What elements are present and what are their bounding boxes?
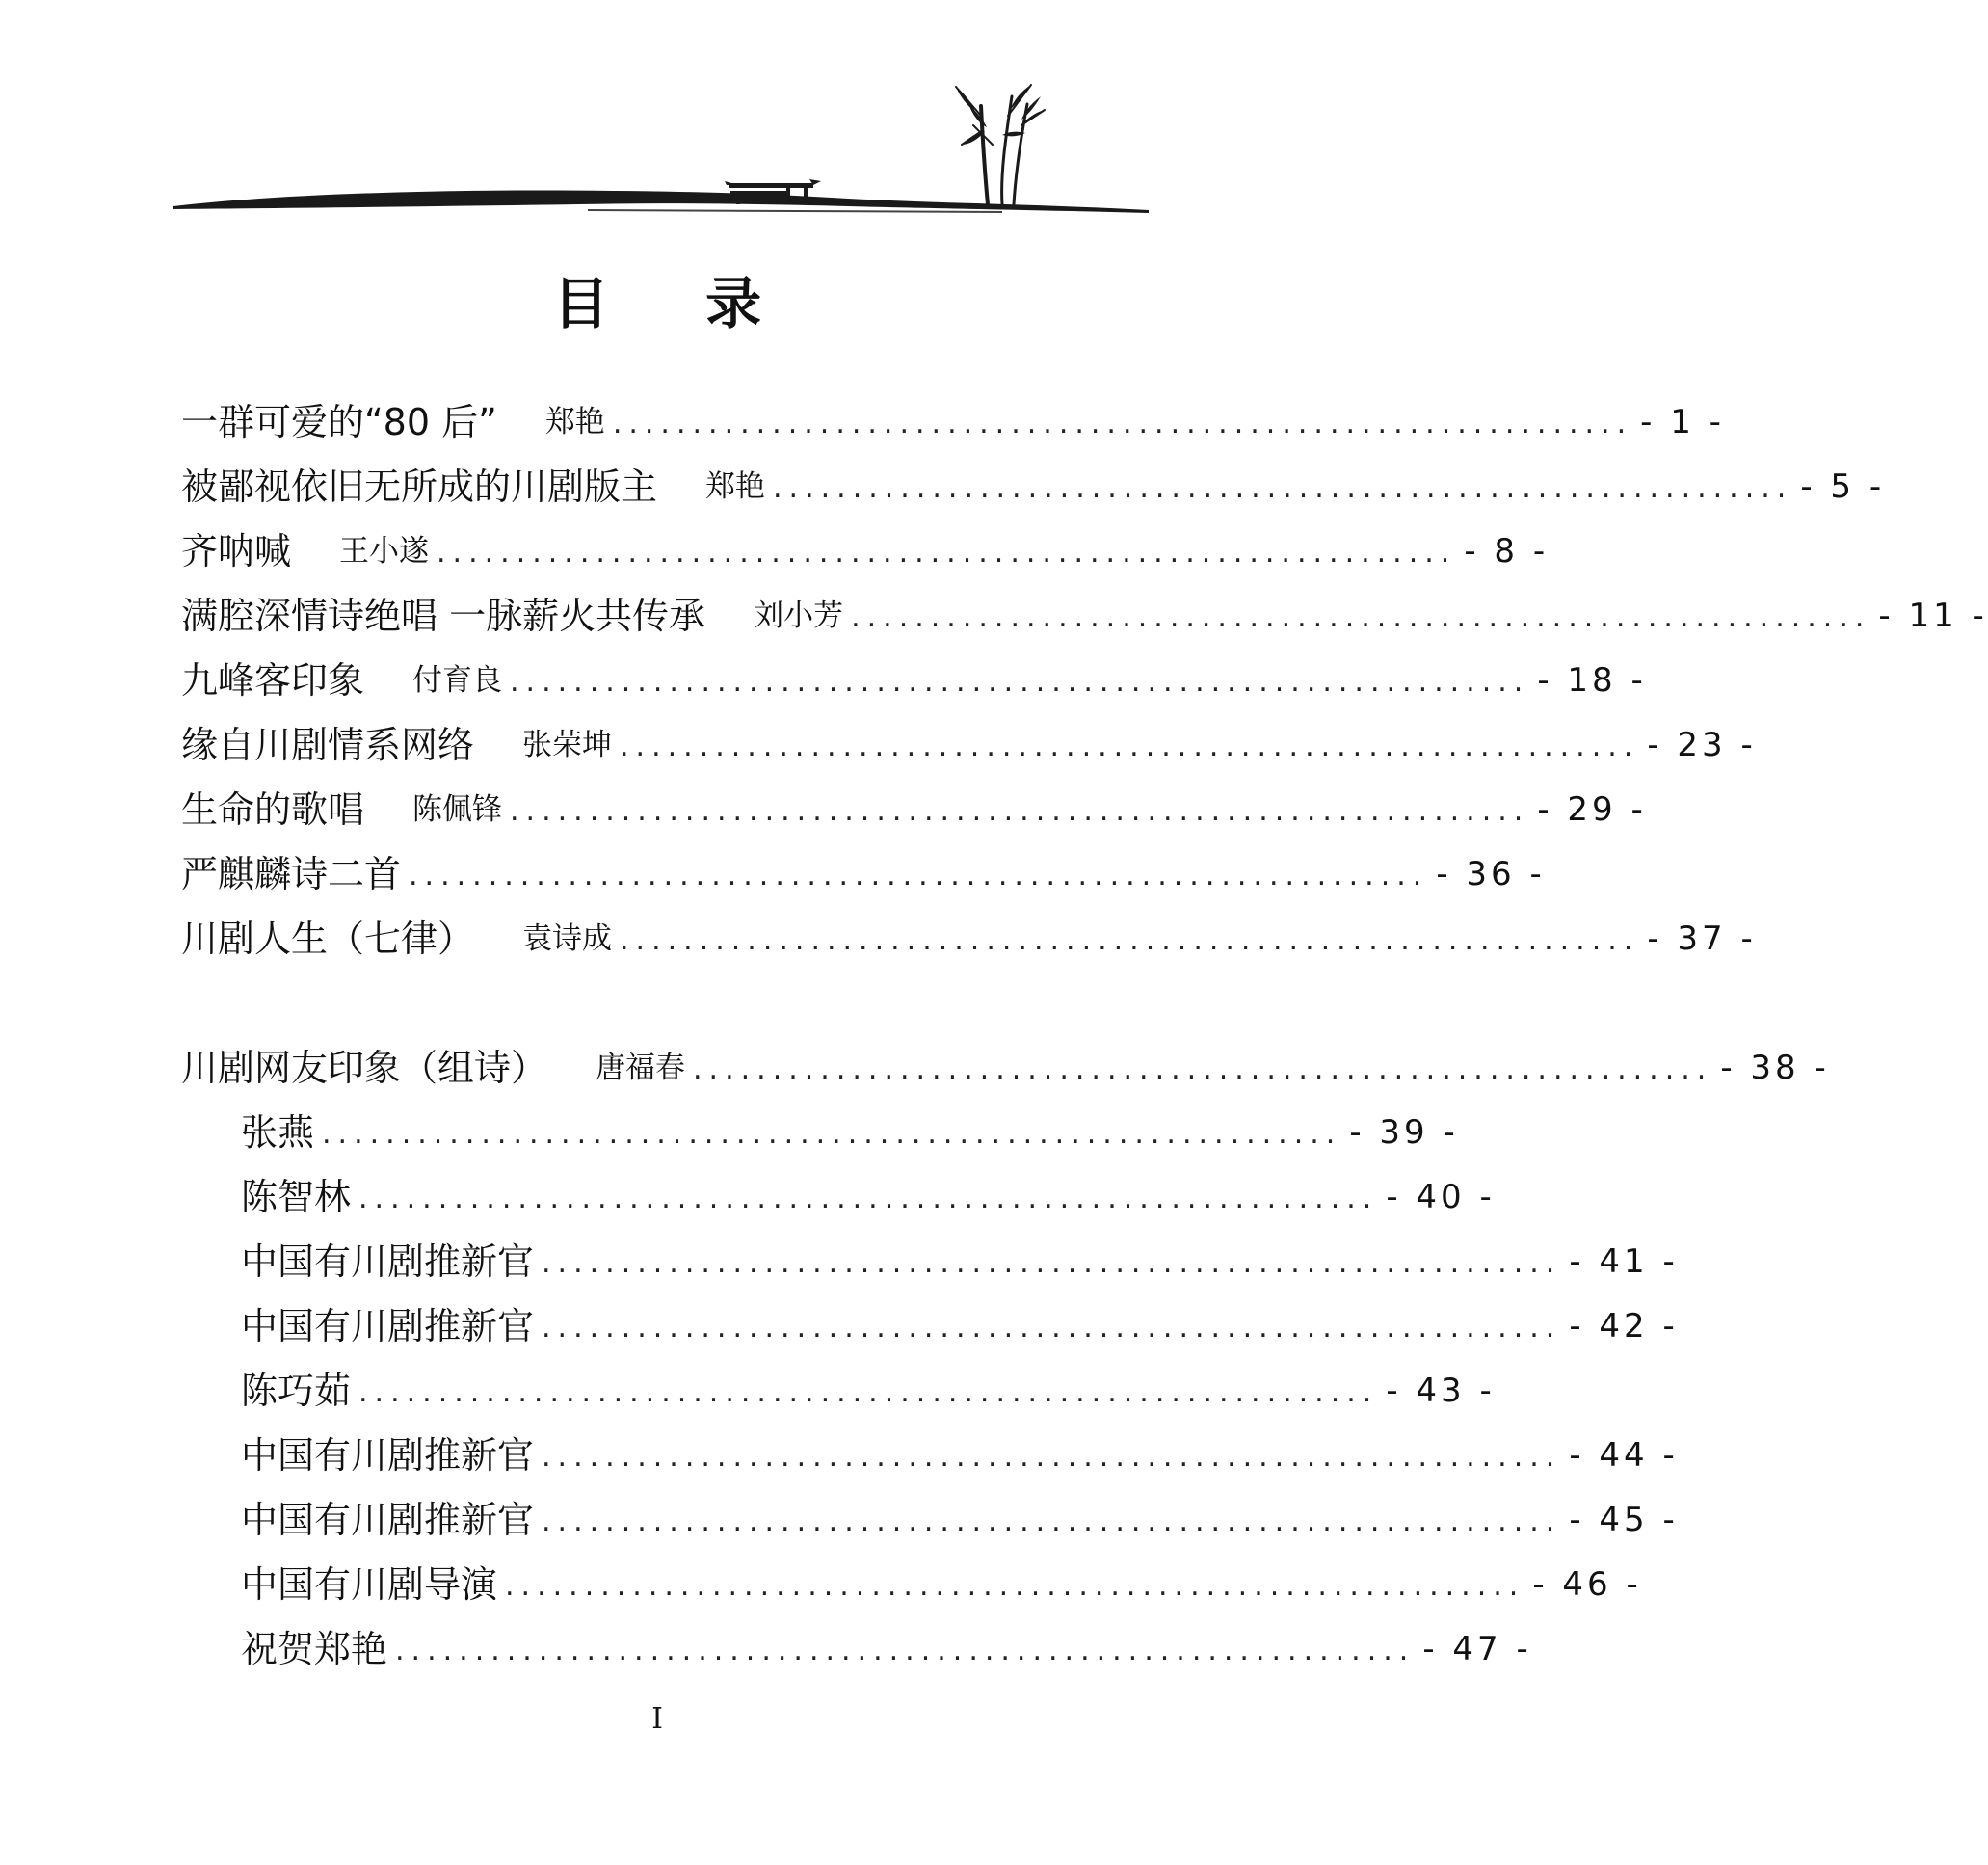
toc-leader-dots: ................................................................ [358, 1375, 1379, 1409]
toc-leader-dots: ................................................................ [542, 1311, 1562, 1345]
toc-leader-dots: ................................................................ [542, 1440, 1562, 1474]
toc-leader-dots: ................................................................ [322, 1117, 1342, 1151]
toc-leader-dots: ................................................................ [851, 600, 1871, 634]
toc-entry-title: 满腔深情诗绝唱 一脉薪火共传承 [181, 595, 706, 637]
toc-leader-dots: ................................................................ [542, 1505, 1562, 1538]
toc-entry-author: 唐福春 [596, 1051, 686, 1085]
toc-subentry[interactable] [241, 1358, 1496, 1416]
toc-entry-page: - 23 - [1647, 726, 1757, 764]
toc-entry-author: 郑艳 [705, 469, 766, 504]
toc-entry-title: 中国有川剧推新官 [241, 1499, 535, 1541]
toc-entry-title: 严麒麟诗二首 [181, 853, 402, 895]
toc-entry-title: 中国有川剧推新官 [241, 1305, 535, 1347]
toc-subentry[interactable] [241, 1423, 1679, 1480]
toc-entry-author: 张荣坤 [522, 728, 613, 762]
toc-leader-dots: ................................................................ [437, 536, 1457, 570]
toc-entry-title: 陈巧茹 [241, 1370, 352, 1412]
toc-entry-page: - 29 - [1537, 790, 1647, 829]
toc-entry-page: - 37 - [1647, 919, 1757, 958]
toc-entry[interactable] [181, 841, 1546, 899]
toc-entry-page: - 39 - [1349, 1113, 1459, 1152]
toc-entry[interactable] [181, 389, 1725, 447]
toc-subentry[interactable] [241, 1487, 1679, 1545]
toc-entry-author: 王小遂 [339, 534, 430, 569]
toc-entry-title: 祝贺郑艳 [241, 1628, 388, 1670]
toc-subentry[interactable] [241, 1100, 1459, 1158]
toc-subentry[interactable] [241, 1293, 1679, 1351]
header-ink-landscape-illustration [173, 77, 1149, 231]
toc-entry[interactable] [181, 519, 1550, 576]
toc-entry[interactable] [181, 454, 1886, 512]
toc-entry-title: 缘自川剧情系网络 [181, 724, 475, 766]
page-title: 目 录 [552, 271, 801, 336]
toc-entry-title: 中国有川剧导演 [241, 1563, 498, 1606]
toc-entry-page: - 41 - [1569, 1242, 1679, 1281]
page-number: I [651, 1702, 663, 1736]
toc-entry[interactable] [181, 777, 1647, 835]
toc-leader-dots: ................................................................ [510, 665, 1530, 699]
bamboo-leaves [956, 85, 1045, 145]
toc-subentry[interactable] [241, 1229, 1679, 1287]
toc-entry-title: 一群可爱的“80 后” [181, 401, 497, 443]
toc-entry-page: - 11 - [1878, 597, 1988, 635]
toc-entry-title: 生命的歌唱 [181, 788, 365, 831]
toc-entry-title: 陈智林 [241, 1176, 352, 1218]
toc-leader-dots: ................................................................ [542, 1246, 1562, 1280]
toc-leader-dots: ................................................................ [773, 471, 1793, 505]
toc-entry-page: - 40 - [1386, 1178, 1496, 1216]
toc-entry-page: - 42 - [1569, 1307, 1679, 1345]
toc-leader-dots: ................................................................ [395, 1634, 1416, 1667]
toc-entry[interactable] [181, 906, 1757, 964]
toc-entry-title: 川剧网友印象（组诗） [181, 1047, 548, 1089]
toc-entry-title: 九峰客印象 [181, 659, 365, 702]
toc-entry-author: 袁诗成 [522, 921, 613, 956]
toc-entry-title: 中国有川剧推新官 [241, 1434, 535, 1477]
toc-entry-author: 刘小芳 [754, 599, 844, 633]
toc-entry-author: 付育良 [412, 663, 503, 698]
toc-entry-page: - 45 - [1569, 1501, 1679, 1539]
toc-entry-page: - 8 - [1464, 532, 1550, 571]
toc-subentry[interactable] [241, 1552, 1642, 1610]
toc-entry-page: - 38 - [1720, 1049, 1830, 1087]
toc-leader-dots: ................................................................ [505, 1569, 1525, 1603]
toc-entry-title: 川剧人生（七律） [181, 918, 475, 960]
toc-entry[interactable] [181, 1035, 1830, 1093]
toc-entry-author: 郑艳 [544, 405, 605, 440]
toc-entry-page: - 47 - [1422, 1630, 1532, 1668]
toc-leader-dots: ................................................................ [620, 730, 1640, 763]
toc-entry-title: 张燕 [241, 1111, 315, 1154]
toc-entry-author: 陈佩锋 [412, 792, 503, 827]
toc-leader-dots: ................................................................ [510, 794, 1530, 828]
toc-subentry[interactable] [241, 1616, 1532, 1674]
toc-entry-title: 中国有川剧推新官 [241, 1240, 535, 1283]
toc-entry[interactable] [181, 583, 1988, 641]
toc-entry-page: - 1 - [1640, 403, 1725, 441]
toc-entry[interactable] [181, 712, 1757, 770]
ground-shadow-stroke [588, 210, 1002, 212]
toc-entry-title: 齐呐喊 [181, 530, 292, 573]
toc-entry[interactable] [181, 648, 1647, 706]
toc-entry-page: - 43 - [1386, 1372, 1496, 1410]
toc-leader-dots: ................................................................ [358, 1182, 1379, 1215]
toc-entry-page: - 46 - [1532, 1565, 1642, 1604]
toc-leader-dots: ................................................................ [620, 923, 1640, 957]
toc-entry-page: - 18 - [1537, 661, 1647, 700]
toc-entry-page: - 36 - [1436, 855, 1546, 893]
toc-leader-dots: ................................................................ [693, 1052, 1713, 1086]
toc-subentry[interactable] [241, 1164, 1496, 1222]
toc-entry-page: - 5 - [1800, 467, 1886, 506]
toc-leader-dots: ................................................................ [612, 407, 1633, 440]
toc-entry-page: - 44 - [1569, 1436, 1679, 1475]
toc-entry-title: 被鄙视依旧无所成的川剧版主 [181, 466, 658, 508]
toc-leader-dots: ................................................................ [409, 859, 1429, 893]
